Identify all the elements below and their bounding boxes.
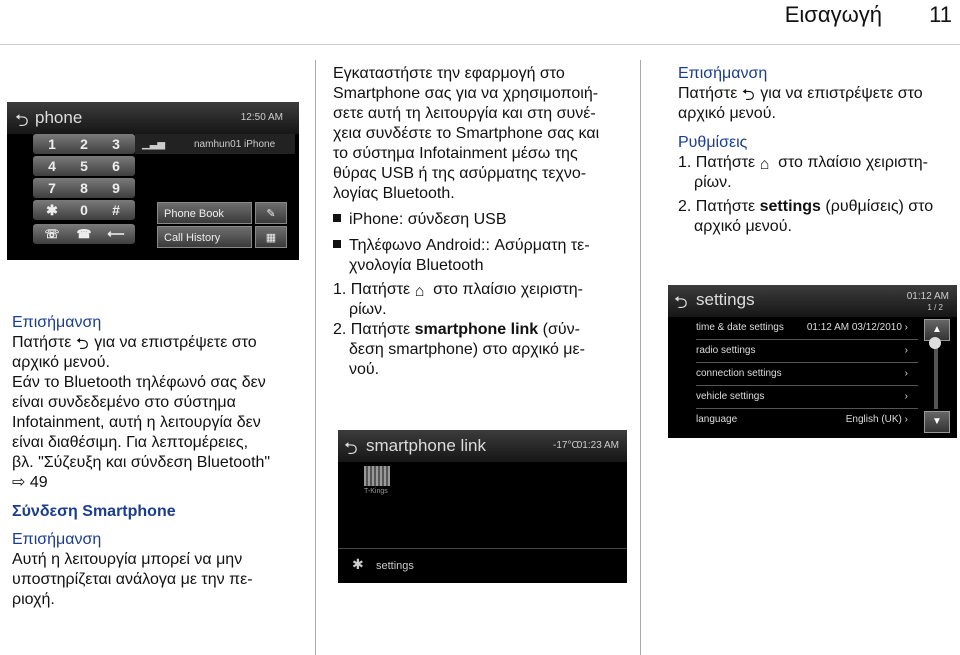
step-item-cont: δεση smartphone) στο αρχικό με- — [349, 341, 585, 358]
back-icon: ⮌ — [674, 293, 688, 312]
note-heading: Επισήμανση — [12, 314, 102, 331]
screen-title: settings — [696, 290, 755, 309]
device-name: namhun01 iPhone — [194, 139, 276, 150]
key-5[interactable]: 5 — [65, 156, 103, 176]
back-icon: ⮌ — [741, 87, 755, 104]
body-line: βλ. "Σύζευξη και σύνδεση Bluetooth" — [12, 454, 271, 471]
note-line: Πατήστε ⮌ για να επιστρέψετε στο — [12, 334, 257, 353]
home-icon: ⌂ — [759, 156, 770, 173]
step-item-cont: ρίων. — [349, 301, 387, 318]
step-item: 1. Πατήστε ⌂ στο πλαίσιο χειριστη- — [333, 281, 583, 300]
section-title: Εισαγωγή — [784, 2, 882, 27]
scroll-down-button[interactable]: ▼ — [924, 411, 950, 433]
column-1-text — [12, 313, 308, 610]
settings-row-language[interactable]: language English (UK) › — [696, 414, 908, 425]
note-heading: Επισήμανση — [12, 531, 102, 548]
settings-row-connection[interactable]: connection settings › — [696, 363, 918, 386]
settings-label[interactable]: settings — [376, 560, 414, 572]
bullet-item-cont: χνολογία Bluetooth — [349, 257, 484, 274]
settings-row-radio[interactable]: radio settings › — [696, 340, 918, 363]
note-line: Πατήστε ⮌ για να επιστρέψετε στο — [678, 85, 923, 104]
screen-clock: 12:50 AM — [240, 112, 283, 123]
step-item: 1. Πατήστε ⌂ στο πλαίσιο χειριστη- — [678, 154, 928, 173]
bullet-square-icon — [333, 240, 341, 248]
key-star[interactable]: ✱ — [33, 200, 71, 220]
settings-screenshot — [668, 285, 957, 438]
settings-row-vehicle[interactable]: vehicle settings › — [696, 386, 918, 409]
page-number: 11 — [929, 2, 952, 27]
header-rule — [0, 44, 960, 45]
page-indicator: 1 / 2 — [927, 303, 943, 312]
note-line: αρχικό μενού. — [678, 105, 776, 122]
back-icon: ⮌ — [15, 111, 29, 130]
smartphone-link-screenshot — [338, 430, 627, 583]
scroll-up-button[interactable]: ▲ — [924, 319, 950, 341]
keypad-toggle-icon[interactable]: ▦ — [255, 226, 287, 248]
body-line: Εάν το Bluetooth τηλέφωνό σας δεν — [12, 374, 266, 391]
section-heading: Σύνδεση Smartphone — [12, 503, 176, 520]
hangup-icon[interactable]: ☎ — [65, 224, 103, 244]
step-item-cont: αρχικό μενού. — [694, 218, 792, 235]
body-line: Smartphone σας για να χρησιμοποιή- — [333, 85, 599, 102]
body-line: είναι συνδεδεμένο στο σύστημα — [12, 394, 236, 411]
column-2-text — [333, 64, 633, 380]
bullet-square-icon — [333, 214, 341, 222]
call-history-button[interactable]: Call History — [157, 226, 252, 248]
body-line: το σύστημα Infotainment μέσω της — [333, 145, 578, 162]
key-0[interactable]: 0 — [65, 200, 103, 220]
call-icon[interactable]: ☏ — [33, 224, 71, 244]
app-icon[interactable] — [364, 466, 390, 486]
key-2[interactable]: 2 — [65, 134, 103, 154]
key-hash[interactable]: # — [97, 200, 135, 220]
divider — [338, 548, 627, 549]
step-item-cont: νού. — [349, 361, 380, 378]
scrollbar-thumb[interactable] — [929, 337, 941, 349]
app-label: T-Kings — [364, 488, 388, 495]
screen-title: smartphone link — [366, 436, 487, 455]
phone-book-button[interactable]: Phone Book — [157, 202, 252, 224]
gear-icon[interactable]: ✱ — [352, 556, 364, 572]
page-header — [0, 0, 960, 45]
mute-mic-icon[interactable]: ✎ — [255, 202, 287, 224]
temperature: -17°C — [553, 440, 579, 451]
back-icon: ⮌ — [75, 336, 89, 353]
note-line: Αυτή η λειτουργία μπορεί να μην — [12, 551, 243, 568]
body-line: Infotainment, αυτή η λειτουργία δεν — [12, 414, 261, 431]
key-8[interactable]: 8 — [65, 178, 103, 198]
body-line: είναι διαθέσιμη. Για λεπτομέρειες, — [12, 434, 249, 451]
key-1[interactable]: 1 — [33, 134, 71, 154]
step-item: 2. Πατήστε settings (ρυθμίσεις) στο — [678, 198, 934, 215]
settings-heading: Ρυθμίσεις — [678, 134, 748, 151]
screen-clock: 01:23 AM — [576, 440, 619, 451]
backspace-icon[interactable]: ⟵ — [97, 224, 135, 244]
note-heading: Επισήμανση — [678, 65, 768, 82]
page-reference[interactable]: ⇨ 49 — [12, 474, 48, 491]
key-7[interactable]: 7 — [33, 178, 71, 198]
bullet-item: Τηλέφωνο Android:: Ασύρματη τε- — [333, 236, 633, 256]
body-line: θύρας USB ή της ασύρματης τεχνο- — [333, 165, 587, 182]
note-line: υποστηρίζεται ανάλογα με την πε- — [12, 571, 253, 588]
column-divider — [640, 60, 641, 655]
note-line: αρχικό μενού. — [12, 354, 110, 371]
column-3-text — [678, 64, 956, 237]
column-divider — [315, 60, 316, 655]
body-line: λογίας Bluetooth. — [333, 185, 455, 202]
body-line: χεια συνδέστε το Smartphone σας και — [333, 125, 600, 142]
back-icon: ⮌ — [344, 439, 358, 458]
note-line: ριοχή. — [12, 591, 55, 608]
settings-row-time-date[interactable]: time & date settings 01:12 AM 03/12/2010 › — [696, 317, 918, 340]
screen-title: phone — [35, 108, 83, 127]
key-6[interactable]: 6 — [97, 156, 135, 176]
scrollbar[interactable] — [934, 343, 938, 409]
step-item-cont: ρίων. — [694, 174, 732, 191]
bullet-item: iPhone: σύνδεση USB — [333, 210, 633, 230]
step-item: 2. Πατήστε smartphone link (σύν- — [333, 321, 580, 338]
key-3[interactable]: 3 — [97, 134, 135, 154]
key-4[interactable]: 4 — [33, 156, 71, 176]
reference-arrow-icon: ⇨ — [12, 474, 26, 491]
signal-icon: ▁▃▅ — [142, 139, 166, 150]
body-line: σετε αυτή τη λειτουργία και στη συνέ- — [333, 105, 596, 122]
body-line: Εγκαταστήστε την εφαρμογή στο — [333, 65, 565, 82]
phone-screenshot — [7, 102, 299, 260]
key-9[interactable]: 9 — [97, 178, 135, 198]
home-icon: ⌂ — [414, 283, 425, 300]
screen-clock: 01:12 AM — [906, 291, 949, 302]
